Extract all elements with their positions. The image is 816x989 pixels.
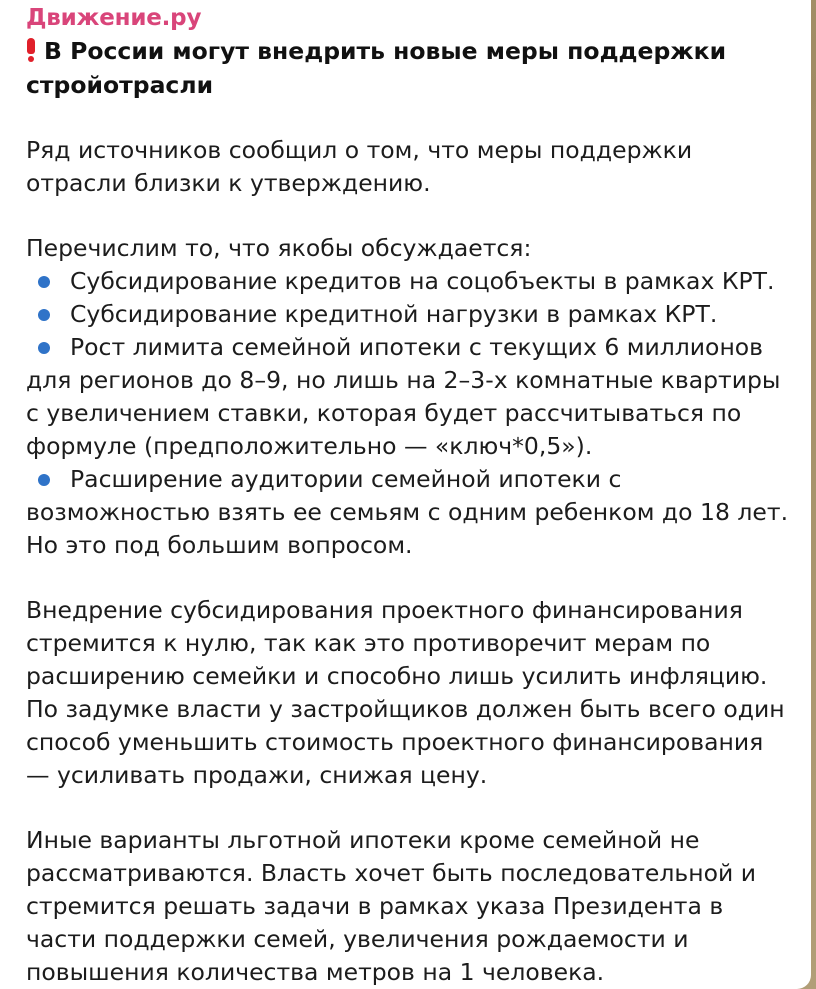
- list-item: [26, 331, 791, 463]
- headline-text: В России могут внедрить новые меры поддержки стройотрасли: [26, 37, 727, 99]
- intro-paragraph: Ряд источников сообщил о том, что меры поддержки отрасли близки к утверждению.: [26, 136, 693, 197]
- exclamation-icon: [26, 38, 36, 62]
- spacer: [26, 200, 791, 232]
- spacer: [26, 562, 791, 594]
- list-item-text: Субсидирование кредитов на соцобъекты в рамках КРТ.: [70, 267, 775, 295]
- blue-circle-icon: [38, 342, 50, 354]
- post-headline: [26, 34, 791, 102]
- list-item-text: Расширение аудитории семейной ипотеки с возможностью взять ее семьям с одним ребенком до 18 лет. Но это под большим вопросом.: [26, 465, 789, 559]
- list-item: [26, 298, 791, 331]
- blue-circle-icon: [38, 276, 50, 288]
- spacer: [26, 792, 791, 824]
- spacer: [26, 102, 791, 134]
- list-item: [26, 463, 791, 562]
- blue-circle-icon: [38, 309, 50, 321]
- blue-circle-icon: [38, 474, 50, 486]
- financing-paragraph: Внедрение субсидирования проектного финансирования стремится к нулю, так как это противоречит мерам по расширению семейки и способно лишь усилить инфляцию. По задумке власти у застройщиков должен быть всего один способ уменьшить стоимость проектного финансирования — усиливать продажи, снижая цену.: [26, 596, 785, 789]
- other-options-paragraph: Иные варианты льготной ипотеки кроме семейной не рассматриваются. Власть хочет быть последовательной и стремится решать задачи в рамках указа Президента в части поддержки семей, увеличения рождаемости и повышения количества метров на 1 человека.: [26, 826, 756, 986]
- list-item: [26, 265, 791, 298]
- list-item-text: Рост лимита семейной ипотеки с текущих 6 миллионов для регионов до 8–9, но лишь на 2–3-х комнатные квартиры с увеличением ставки, которая будет рассчитываться по формуле (предположительно — «ключ*0,5»).: [26, 333, 781, 460]
- channel-name[interactable]: Движение.ру: [26, 5, 202, 31]
- list-intro: Перечислим то, что якобы обсуждается:: [26, 234, 532, 262]
- list-item-text: Субсидирование кредитной нагрузки в рамках КРТ.: [70, 300, 718, 328]
- bullet-list: [26, 265, 791, 562]
